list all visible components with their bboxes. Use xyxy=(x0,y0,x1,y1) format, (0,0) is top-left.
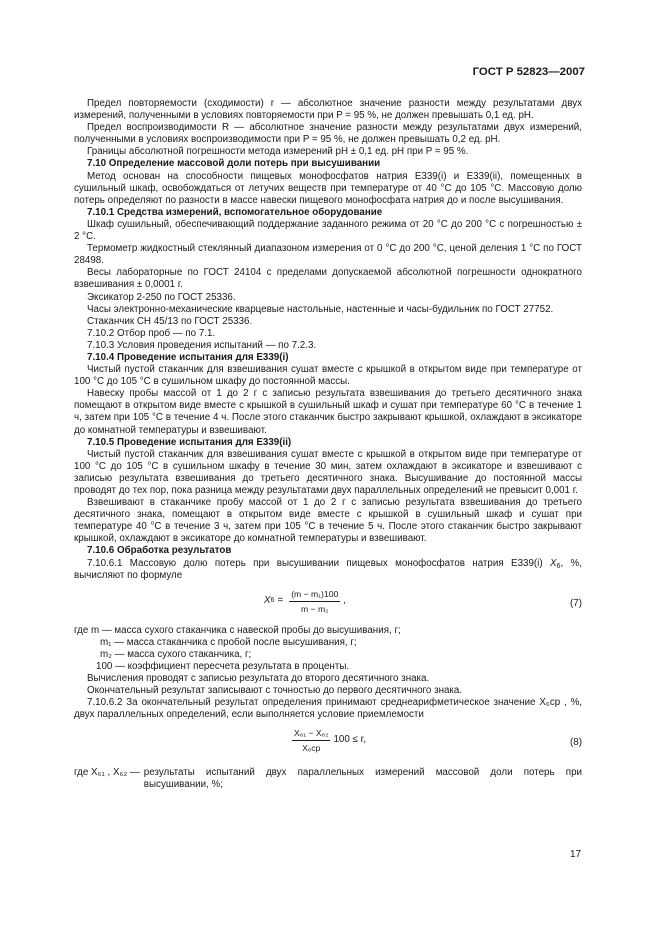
formula-denominator: X₆ср xyxy=(302,742,321,753)
where-m: где m — масса сухого стаканчика с навеской пробы до высушивания, г; xyxy=(74,624,401,636)
section-heading-7-10-4: 7.10.4 Проведение испытания для Е339(i) xyxy=(87,351,289,363)
formula-7: X 6 = $\frac{\text{(m − m₁)100}}{\text{m − m₂}}$ , (7) xyxy=(264,588,582,614)
formula-fraction xyxy=(289,588,340,615)
equipment-item: Часы электронно-механические кварцевые настольные, настенные и часы-будильник по ГОСТ 27752. xyxy=(87,303,554,315)
section-heading-7-10-5: 7.10.5 Проведение испытания для Е339(ii) xyxy=(87,436,292,448)
paragraph-7-10-6-1: 7.10.6.1 Массовую долю потерь при высушивании пищевых монофосфатов натрия Е339(i) $X_6$, %, вычисляют по формуле xyxy=(74,557,582,581)
equipment-item: Эксикатор 2-250 по ГОСТ 25336. xyxy=(87,291,236,303)
where-x61-x62 xyxy=(74,767,582,791)
paragraph-error: Границы абсолютной погрешности метода измерений рН ± 0,1 ед. рН при P = 95 %. xyxy=(87,146,469,158)
paragraph-final: Окончательный результат записывают с точностью до первого десятичного знака. xyxy=(87,685,463,697)
where-label: где X₆₁ , X₆₂ — xyxy=(74,766,140,778)
where-m2: m₂ — масса сухого стаканчика, г; xyxy=(100,648,252,660)
paragraph-7-10-3: 7.10.3 Условия проведения испытаний — по 7.2.3. xyxy=(87,339,317,351)
where-m1: m₁ — масса стаканчика с пробой после высушивания, г; xyxy=(100,636,357,648)
document-body xyxy=(74,98,582,791)
paragraph-calculation: Вычисления проводят с записью результата до второго десятичного знака. xyxy=(87,673,430,685)
equipment-item: Термометр жидкостный стеклянный диапазоном измерения от 0 °С до 200 °С, ценой деления 1 °С по ГОСТ 28498. xyxy=(74,243,582,267)
paragraph-reproducibility: Предел воспроизводимости R — абсолютное значение разности между результатами двух измерений, полученными в условиях воспроизводимости при P = 95 %, не должен превышать 0,2 ед. рН. xyxy=(74,122,582,146)
paragraph-7-10-5-a: Чистый пустой стаканчик для взвешивания сушат вместе с крышкой в открытом виде при температуре от 100 °С до 105 °С в сушильном шкафу в течение 30 мин, затем охлаждают в эксикаторе и взвешивают с записью результата взвешивания до третьего десятичного знака. Высушивание до постоянной массы проводят до тех пор, пока разница между результатами двух параллельных определений не превысит 0,001 г. xyxy=(74,448,582,496)
page-number: 17 xyxy=(570,849,582,860)
formula-numerator: X₆₁ − X₆₂ xyxy=(292,727,330,741)
formula-fraction xyxy=(292,727,330,754)
paragraph-7-10-4-a: Чистый пустой стаканчик для взвешивания сушат вместе с крышкой в открытом виде при температуре от 100 °С до 105 °С в сушильном шкафу до постоянной массы. xyxy=(74,364,582,388)
paragraph-repeatability: Предел повторяемости (сходимости) r — абсолютное значение разности между результатами двух измерений, полученными в условиях повторяемости при P = 95 %, не должен превышать 0,1 ед. рН. xyxy=(74,98,582,122)
formula-lhs: X xyxy=(264,595,271,607)
formula-8: $\frac{\text{X₆₁ − X₆₂}}{\text{X₆ср}}$ 100 ≤ r, (8) xyxy=(294,727,582,753)
paragraph-7-10-4-b: Навеску пробы массой от 1 до 2 г с записью результата взвешивания до третьего десятичного знака помещают в открытом виде вместе с крышкой в сушильный шкаф и сушат при температуре 60 °С в течение 1 ч, затем при 105 °С в течение 4 ч. После этого стаканчик быстро закрывают крышкой, охлаждают в эксикаторе до комнатной температуры и взвешивают. xyxy=(74,388,582,436)
document-header: ГОСТ Р 52823—2007 xyxy=(472,66,585,78)
section-heading-7-10-1: 7.10.1 Средства измерений, вспомогательное оборудование xyxy=(87,206,383,218)
formula-numerator: (m − m₁)100 xyxy=(289,588,340,602)
paragraph-method: Метод основан на способности пищевых монофосфатов натрия Е339(i) и Е339(ii), помещенных в сушильный шкаф, освобождаться от летучих веществ при температуре от 40 °С до 105 °С. Массовую долю потерь определяют по разности в массе навески пищевого монофосфата натрия до и после высушивания. xyxy=(74,170,582,206)
equipment-item: Стаканчик СН 45/13 по ГОСТ 25336. xyxy=(87,315,253,327)
paragraph-7-10-5-b: Взвешивают в стаканчике пробу массой от 1 до 2 г с записью результата взвешивания до третьего десятичного знака, помещают в открытом виде вместе с крышкой в сушильный шкаф и сушат при температуре 40 °С в течение 3 ч, затем при 105 °С в течение 5 ч. После этого стаканчик быстро закрывают крышкой, охлаждают в эксикаторе до комнатной температуры и взвешивают. xyxy=(74,497,582,545)
section-heading-7-10: 7.10 Определение массовой доли потерь при высушивании xyxy=(87,158,381,170)
formula-denominator: m − m₂ xyxy=(301,603,329,614)
equation-number: (7) xyxy=(570,597,582,609)
paragraph-7-10-2: 7.10.2 Отбор проб — по 7.1. xyxy=(87,327,216,339)
equipment-item: Весы лабораторные по ГОСТ 24104 с пределами допускаемой абсолютной погрешности однократного взвешивания ± 0,0001 г. xyxy=(74,267,582,291)
equation-number: (8) xyxy=(570,736,582,748)
where-100: 100 — коэффициент пересчета результата в проценты. xyxy=(96,661,350,673)
where-text: результаты испытаний двух параллельных измерений массовой доли потерь при высушивании, %; xyxy=(143,766,582,790)
section-heading-7-10-6: 7.10.6 Обработка результатов xyxy=(87,545,232,557)
equipment-item: Шкаф сушильный, обеспечивающий поддержание заданного режима от 20 °С до 200 °С с погрешностью ± 2 °С. xyxy=(74,218,582,243)
paragraph-7-10-6-2: 7.10.6.2 За окончательный результат определения принимают среднеарифметическое значение X₆ср , %, двух параллельных определений, если выполняется условие приемлемости xyxy=(74,697,582,721)
